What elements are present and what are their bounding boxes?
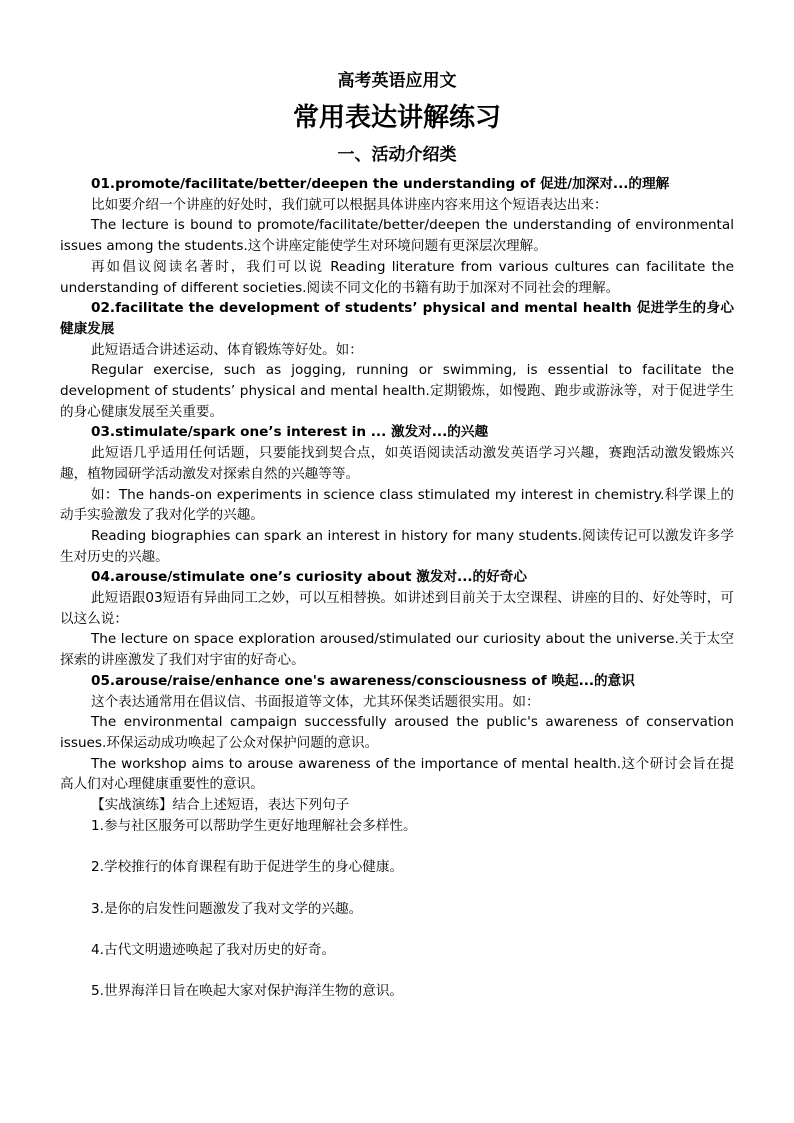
section-heading: 一、活动介绍类: [337, 145, 457, 165]
doc-title: 常用表达讲解练习: [292, 103, 501, 133]
answer-space: [60, 919, 734, 940]
practice-question-1: 1.参与社区服务可以帮助学生更好地理解社会多样性。: [91, 817, 417, 834]
item-example-04a: The lecture on space exploration aroused/stimulated our curiosity about the universe.关于太空探索的讲座激发了我们对宇宙的好奇心。: [60, 631, 734, 669]
practice-question-2: 2.学校推行的体育课程有助于促进学生的身心健康。: [91, 859, 404, 876]
document-page: [60, 70, 734, 1002]
answer-space: [60, 961, 734, 982]
item-example-01b: 再如倡议阅读名著时，我们可以说 Reading literature from various cultures can facilitate the understanding of different societies.阅读不同文化的书籍有助于加深对不同社会的理解。: [60, 258, 734, 296]
answer-space: [60, 878, 734, 899]
item-example-01a: The lecture is bound to promote/facilitate/better/deepen the understanding of environmental issues among the students.这个讲座定能使学生对环境问题有更深层次理解。: [60, 217, 734, 255]
item-intro-03: 此短语几乎适用任何话题，只要能找到契合点，如英语阅读活动激发英语学习兴趣，赛跑活动激发锻炼兴趣，植物园研学活动激发对探索自然的兴趣等等。: [60, 445, 734, 482]
item-heading-03: 03.stimulate/spark one’s interest in ... 激发对...的兴趣: [91, 424, 489, 441]
item-intro-02: 此短语适合讲述运动、体育锻炼等好处。如：: [91, 341, 363, 358]
doc-subtitle: 高考英语应用文: [337, 71, 457, 91]
item-example-02a: Regular exercise, such as jogging, running or swimming, is essential to facilitate the development of students’ physical and mental health.定期锻炼，如慢跑、跑步或游泳等，对于促进学生的身心健康发展至关重要。: [60, 362, 734, 420]
item-example-05b: The workshop aims to arouse awareness of the importance of mental health.这个研讨会旨在提高人们对心理健康重要性的意识。: [60, 755, 734, 793]
item-heading-05: 05.arouse/raise/enhance one's awareness/consciousness of 唤起...的意识: [91, 672, 635, 689]
practice-question-4: 4.古代文明遗迹唤起了我对历史的好奇。: [91, 941, 336, 958]
practice-title: 【实战演练】结合上述短语，表达下列句子: [91, 797, 350, 814]
answer-space: [60, 837, 734, 858]
practice-question-3: 3.是你的启发性问题激发了我对文学的兴趣。: [91, 900, 363, 917]
item-heading-01: 01.promote/facilitate/better/deepen the understanding of 促进/加深对...的理解: [91, 176, 670, 192]
item-intro-04: 此短语跟03短语有异曲同工之妙，可以互相替换。如讲述到目前关于太空课程、讲座的目的、好处等时，可以这么说：: [60, 590, 734, 627]
item-intro-05: 这个表达通常用在倡议信、书面报道等文体，尤其环保类话题很实用。如：: [91, 693, 540, 710]
item-intro-01: 比如要介绍一个讲座的好处时，我们就可以根据具体讲座内容来用这个短语表达出来：: [91, 196, 608, 213]
item-heading-04: 04.arouse/stimulate one’s curiosity about 激发对...的好奇心: [91, 569, 527, 586]
item-example-03b: Reading biographies can spark an interest in history for many students.阅读传记可以激发许多学生对历史的兴趣。: [60, 527, 734, 565]
item-heading-02: 02.facilitate the development of students’ physical and mental health 促进学生的身心健康发展: [60, 300, 734, 337]
item-example-03a: 如：The hands-on experiments in science class stimulated my interest in chemistry.科学课上的动手实验激发了我对化学的兴趣。: [60, 486, 734, 524]
item-example-05a: The environmental campaign successfully aroused the public's awareness of conservation issues.环保运动成功唤起了公众对保护问题的意识。: [60, 714, 734, 751]
practice-question-5: 5.世界海洋日旨在唤起大家对保护海洋生物的意识。: [91, 983, 404, 1000]
